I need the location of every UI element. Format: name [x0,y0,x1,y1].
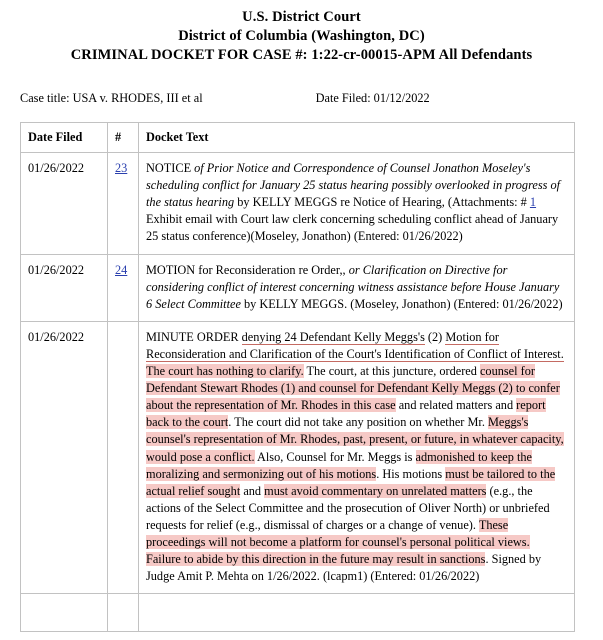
cell-document-number[interactable] [108,254,139,321]
docket-text-plain: . Signed by Judge Amit P. Mehta on 1/26/2022. (lcapm1) (Entered: 01/26/2022) [146,552,542,584]
docket-text-plain: and [240,483,265,498]
docket-text-plain: by KELLY MEGGS. (Moseley, Jonathon) (Entered: 01/26/2022) [240,296,563,311]
case-date-filed: Date Filed: 01/12/2022 [315,91,430,105]
docket-text-italic: of Prior Notice and Correspondence of Counsel Jonathon Moseley's scheduling conflict for January 25 status hearing possibly overlooked in progress of the status hearing [146,161,561,210]
document-number-link[interactable]: 23 [115,161,128,176]
table-row [21,153,575,254]
cell-empty [139,594,575,632]
cell-date-filed: 01/26/2022 [21,321,108,593]
highlighted-text: These proceedings will not become a platform for counsel's personal political views. Failure to abide by this direction in the future may result in sanctions [146,517,530,567]
docket-text-plain: (e.g., the actions of the Select Committee and the prosecution of Oliver North) or unbriefed requests for relief (e.g., dismissal of charges or a change of venue). [146,483,550,532]
underlined-text: Motion for Reconsideration and Clarification of the Court's Identification of Conflict of Interest. [146,329,564,361]
docket-text-plain: (2) [424,329,446,344]
docket-text-plain: Also, Counsel for Mr. Meggs is [254,449,416,464]
docket-text-plain: NOTICE [146,161,195,176]
highlighted-text: must be tailored to the actual relief sought [146,466,556,498]
highlighted-text: report back to the court [146,398,546,430]
cell-docket-text [139,321,575,593]
attachment-link[interactable]: 1 [529,195,537,210]
cell-document-number[interactable] [108,153,139,254]
court-name-line: U.S. District Court [242,9,361,25]
docket-text-plain: by KELLY MEGGS re Notice of Hearing, (Attachments: # [234,195,530,210]
cell-empty [21,594,108,632]
court-header [0,0,603,65]
table-header-row [21,123,575,153]
cell-docket-text [139,153,575,254]
cell-docket-text [139,254,575,321]
document-number-link[interactable]: 24 [115,262,128,277]
docket-text-plain: MOTION for Reconsideration re Order,, [146,262,349,277]
column-header-number: # [108,123,139,153]
docket-table-body [21,153,575,632]
docket-text-italic: or Clarification on Directive for considering conflict of interest concerning witness assistance before House January 6 Select Committee [146,262,560,311]
column-header-docket-text: Docket Text [139,123,575,153]
table-row [21,254,575,321]
cell-document-number [108,321,139,593]
table-row [21,321,575,593]
table-row-partial [21,594,575,632]
highlighted-text: counsel for Defendant Stewart Rhodes (1) and counsel for Defendant Kelly Meggs (2) to confer about the representation of Mr. Rhodes in this case [146,364,560,413]
cell-date-filed: 01/26/2022 [21,254,108,321]
docket-text-plain: MINUTE ORDER [146,329,242,344]
docket-text-plain: . His motions [376,466,446,481]
column-header-date-filed: Date Filed [21,123,108,153]
case-title: Case title: USA v. RHODES, III et al [20,91,203,105]
case-docket-line: CRIMINAL DOCKET FOR CASE #: 1:22-cr-00015-APM All Defendants [70,47,533,63]
highlighted-text: The court has nothing to clarify. [146,364,304,379]
underlined-text: denying 24 Defendant Kelly Meggs's [241,329,425,344]
docket-text-plain: The court, at this juncture, ordered [303,364,480,379]
highlighted-text: must avoid commentary on unrelated matters [264,483,487,498]
highlighted-text: Meggs's counsel's representation of Mr. Rhodes, past, present, or future, in whatever capacity, would pose a conflict. [146,415,564,464]
docket-table [20,122,575,632]
docket-text-plain: Exhibit email with Court law clerk concerning scheduling conflict ahead of January 25 status conference)(Moseley, Jonathon) (Entered: 01/26/2022) [146,212,559,244]
case-info-line [0,91,603,106]
cell-date-filed: 01/26/2022 [21,153,108,254]
docket-text-plain: and related matters and [395,398,517,413]
cell-empty [108,594,139,632]
highlighted-text: admonished to keep the moralizing and sermonizing out of his motions [146,449,532,481]
court-district-line: District of Columbia (Washington, DC) [178,28,425,44]
docket-text-plain: . The court did not take any position on whether Mr. [228,415,488,430]
